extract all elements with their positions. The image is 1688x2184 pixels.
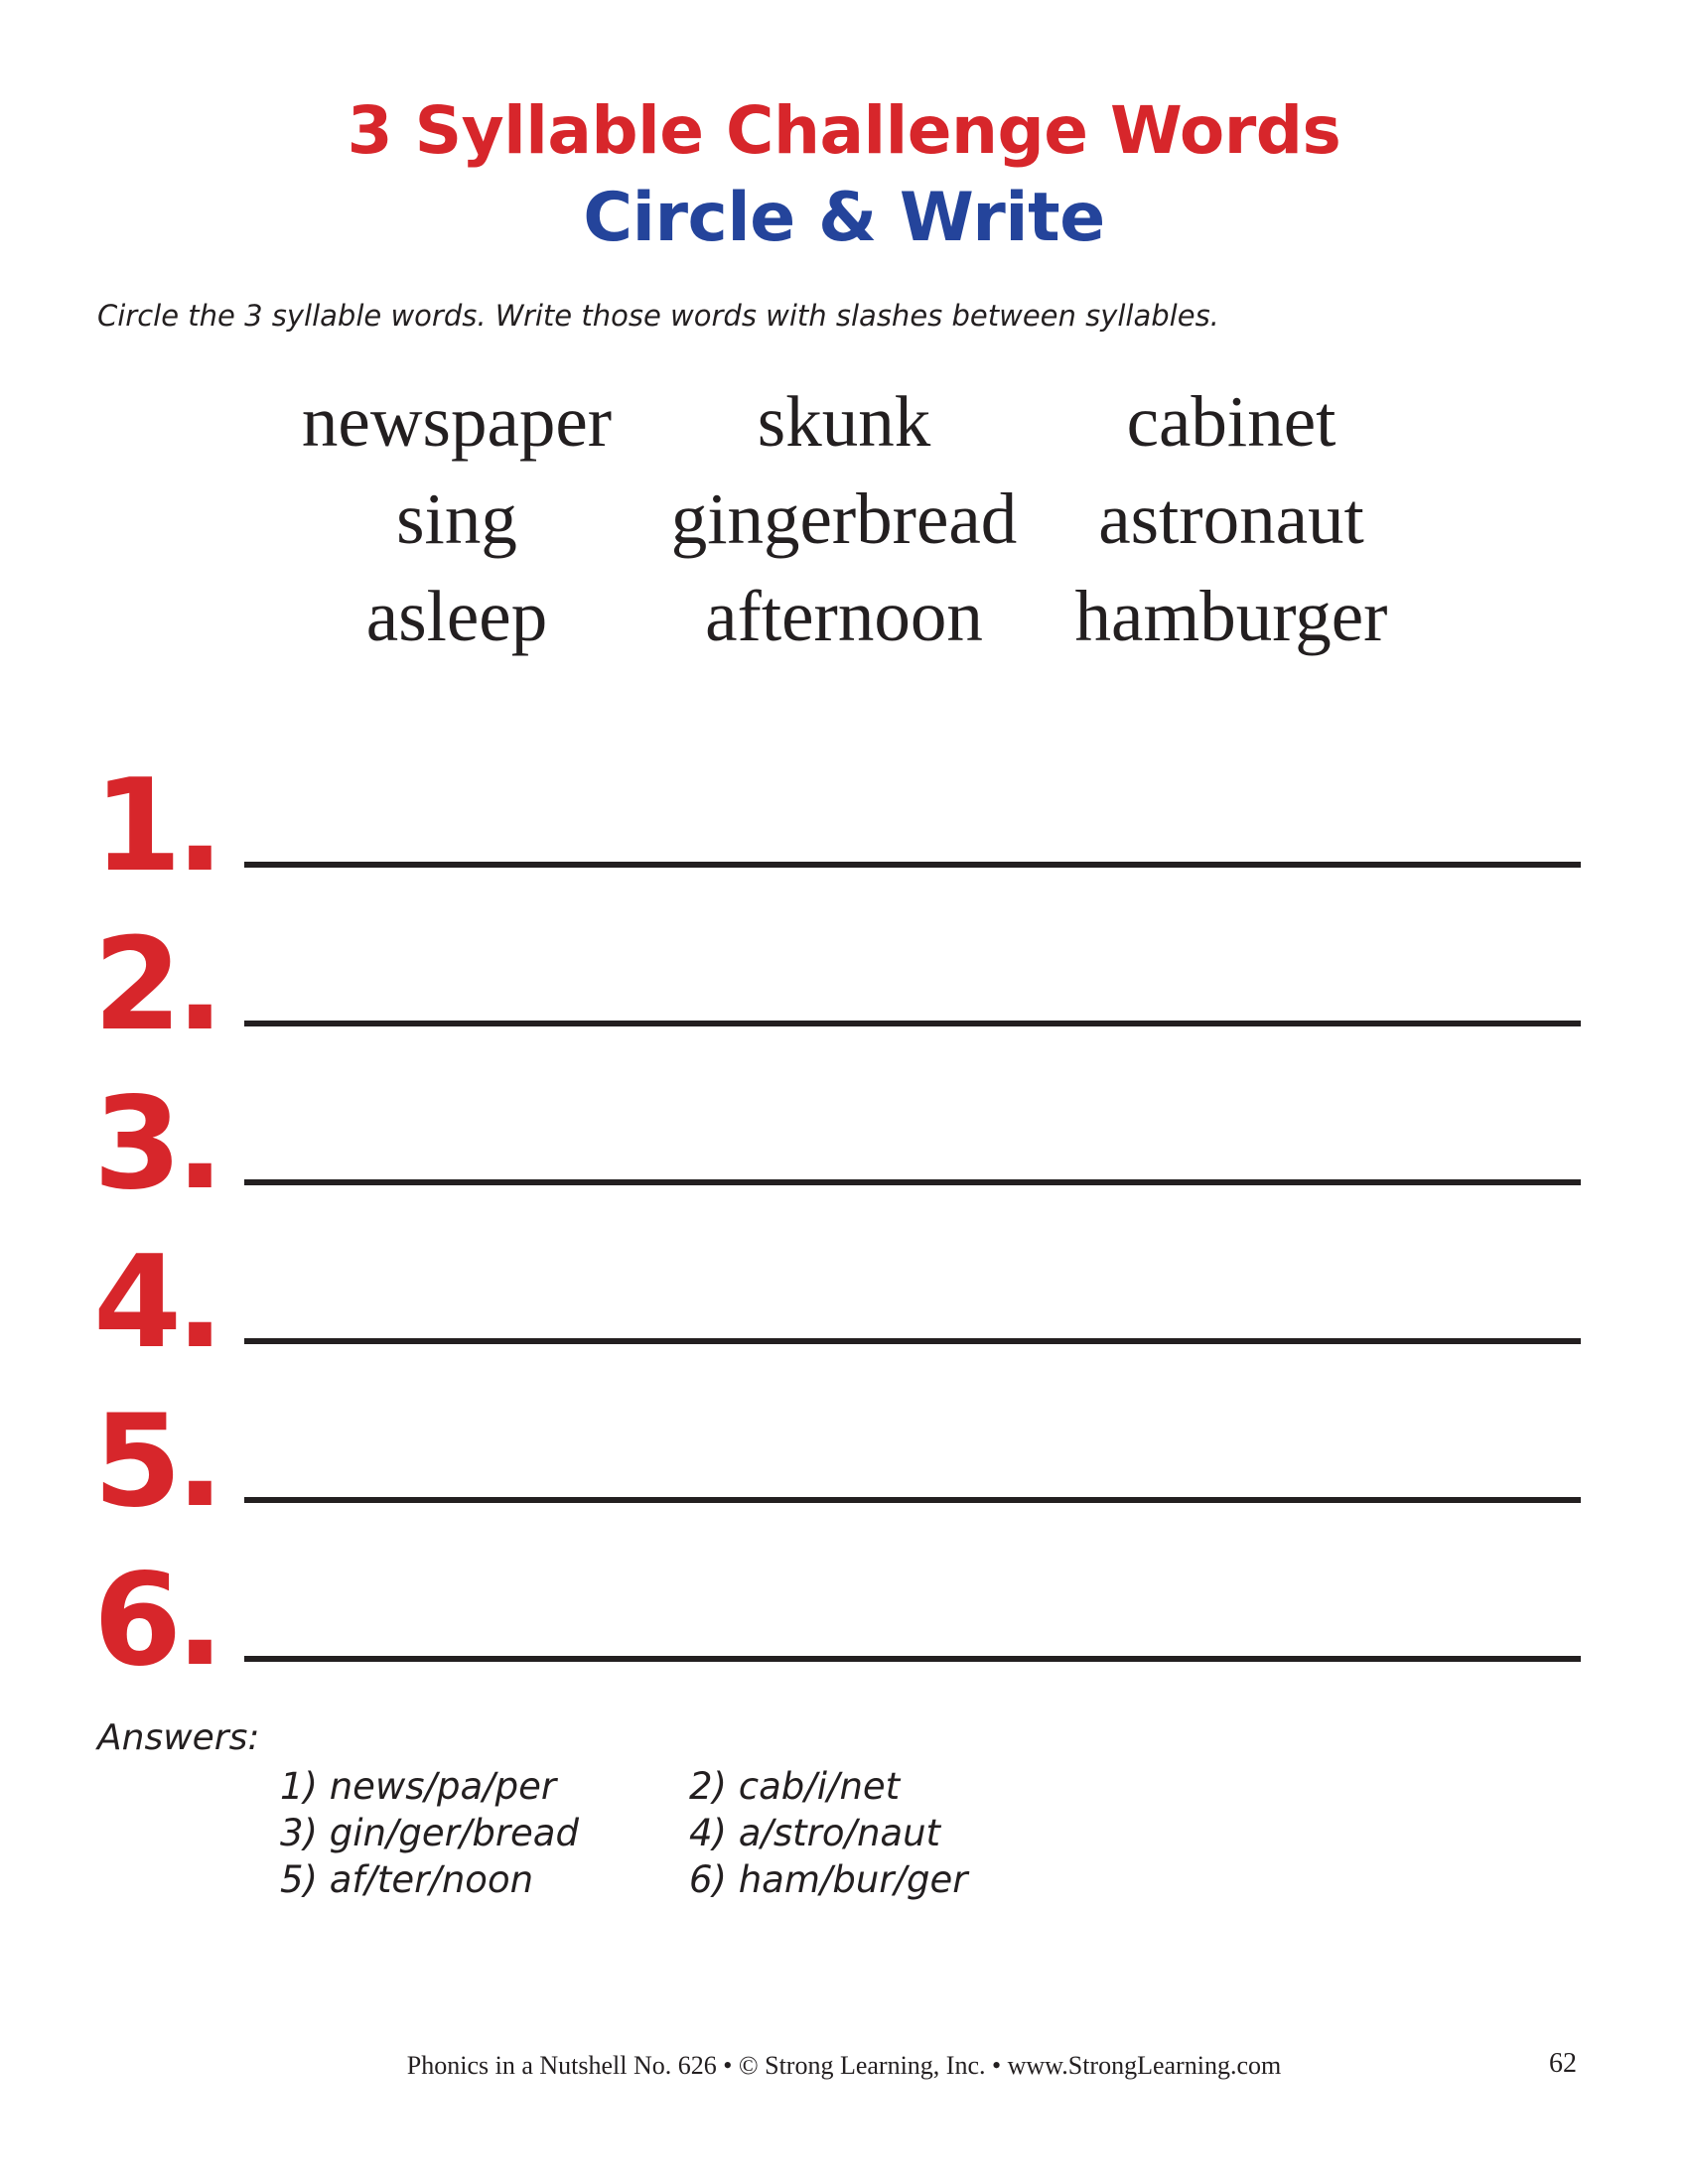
answer-number-2: 2.	[93, 911, 218, 1059]
word-newspaper[interactable]: newspaper	[301, 381, 613, 462]
word-hamburger[interactable]: hamburger	[1074, 576, 1388, 656]
page-title: 3 Syllable Challenge Words	[347, 92, 1341, 169]
answer-item: 6) ham/bur/ger	[689, 1858, 968, 1901]
word-asleep[interactable]: asleep	[365, 576, 548, 656]
answer-number-5: 5.	[93, 1388, 218, 1536]
word-astronaut[interactable]: astronaut	[1098, 478, 1364, 559]
word-sing[interactable]: sing	[396, 478, 517, 559]
answer-number-4: 4.	[93, 1229, 218, 1377]
word-skunk[interactable]: skunk	[757, 381, 931, 462]
answer-line-2[interactable]	[244, 1021, 1581, 1026]
footer-credit: Phonics in a Nutshell No. 626 • © Strong Learning, Inc. • www.StrongLearning.com	[406, 2051, 1282, 2080]
answer-line-4[interactable]	[244, 1338, 1581, 1344]
answer-number-3: 3.	[93, 1070, 218, 1218]
answer-item: 4) a/stro/naut	[689, 1812, 941, 1854]
answer-line-5[interactable]	[244, 1497, 1581, 1503]
instructions: Circle the 3 syllable words. Write those words with slashes between syllables.	[97, 299, 1219, 333]
answers-heading: Answers:	[97, 1717, 260, 1758]
answer-item: 1) news/pa/per	[280, 1765, 557, 1808]
answer-item: 2) cab/i/net	[689, 1765, 901, 1808]
answer-item: 3) gin/ger/bread	[280, 1812, 579, 1854]
page-subtitle: Circle & Write	[583, 179, 1105, 257]
word-afternoon[interactable]: afternoon	[705, 576, 983, 656]
answer-item: 5) af/ter/noon	[280, 1858, 534, 1901]
answer-line-1[interactable]	[244, 862, 1581, 868]
answer-line-3[interactable]	[244, 1179, 1581, 1185]
page-number: 62	[1549, 2048, 1577, 2079]
answer-number-1: 1.	[93, 752, 218, 900]
answer-line-6[interactable]	[244, 1656, 1581, 1662]
word-cabinet[interactable]: cabinet	[1126, 381, 1336, 462]
answer-number-6: 6.	[93, 1547, 218, 1695]
word-gingerbread[interactable]: gingerbread	[670, 478, 1018, 559]
